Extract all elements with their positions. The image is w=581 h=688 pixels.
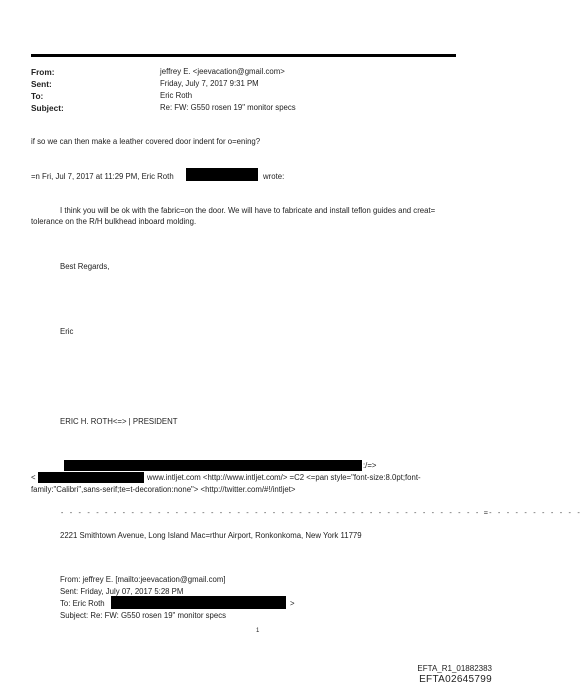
redaction-block: [38, 472, 144, 483]
forward-subject: Subject: Re: FW: G550 rosen 19" monitor specs: [60, 611, 226, 620]
closing-regards: Best Regards,: [60, 262, 110, 271]
quote-intro: =n Fri, Jul 7, 2017 at 11:29 PM, Eric Roth: [31, 172, 174, 181]
forward-from: From: jeffrey E. [mailto:jeevacation@gmail.com]: [60, 575, 226, 584]
sig-line-2: www.intljet.com <http://www.intljet.com/> =C2 <=pan style="font-size:8.0pt;font-: [147, 473, 421, 482]
body-line-1: if so we can then make a leather covered door indent for o=ening?: [31, 137, 261, 146]
quote-wrote: wrote:: [263, 172, 285, 181]
to-value: Eric Roth: [160, 91, 193, 100]
forward-to-suffix: >: [290, 599, 295, 608]
redaction-block: [186, 168, 258, 181]
sig-line-1-end: :/=>: [363, 461, 377, 470]
bates-number-primary: EFTA_R1_01882383: [417, 664, 492, 673]
sent-value: Friday, July 7, 2017 9:31 PM: [160, 79, 259, 88]
body-paragraph-line-2: tolerance on the R/H bulkhead inboard molding.: [31, 217, 197, 226]
dashed-divider: - - - - - - - - - - - - - - - - - - - - - - - - - - - - - - - - - - - - - - - - - - - - - - - - =- - - - - - - - - - -: [60, 509, 581, 517]
header-rule: [31, 54, 456, 57]
sent-label: Sent:: [31, 79, 52, 89]
subject-value: Re: FW: G550 rosen 19" monitor specs: [160, 103, 296, 112]
forward-sent: Sent: Friday, July 07, 2017 5:28 PM: [60, 587, 184, 596]
sig-line-3: family:"Calibri",sans-serif;te=t-decoration:none"> <http://twitter.com/#!/intljet>: [31, 485, 296, 494]
from-label: From:: [31, 67, 55, 77]
from-value: jeffrey E. <jeevacation@gmail.com>: [160, 67, 285, 76]
subject-label: Subject:: [31, 103, 64, 113]
closing-name: Eric: [60, 327, 74, 336]
signature-title: ERIC H. ROTH<=> | PRESIDENT: [60, 417, 178, 426]
redaction-block: [64, 460, 362, 471]
body-paragraph-line-1: I think you will be ok with the fabric=on the door. We will have to fabricate and install teflon guides and creat=: [60, 206, 436, 215]
page-number: 1: [256, 628, 260, 634]
bates-number-secondary: EFTA02645799: [419, 674, 492, 685]
to-label: To:: [31, 91, 44, 101]
sig-line-2-prefix: <: [31, 473, 36, 482]
forward-to: To: Eric Roth: [60, 599, 105, 608]
address-line: 2221 Smithtown Avenue, Long Island Mac=rthur Airport, Ronkonkoma, New York 11779: [60, 531, 362, 540]
redaction-block: [111, 596, 286, 609]
